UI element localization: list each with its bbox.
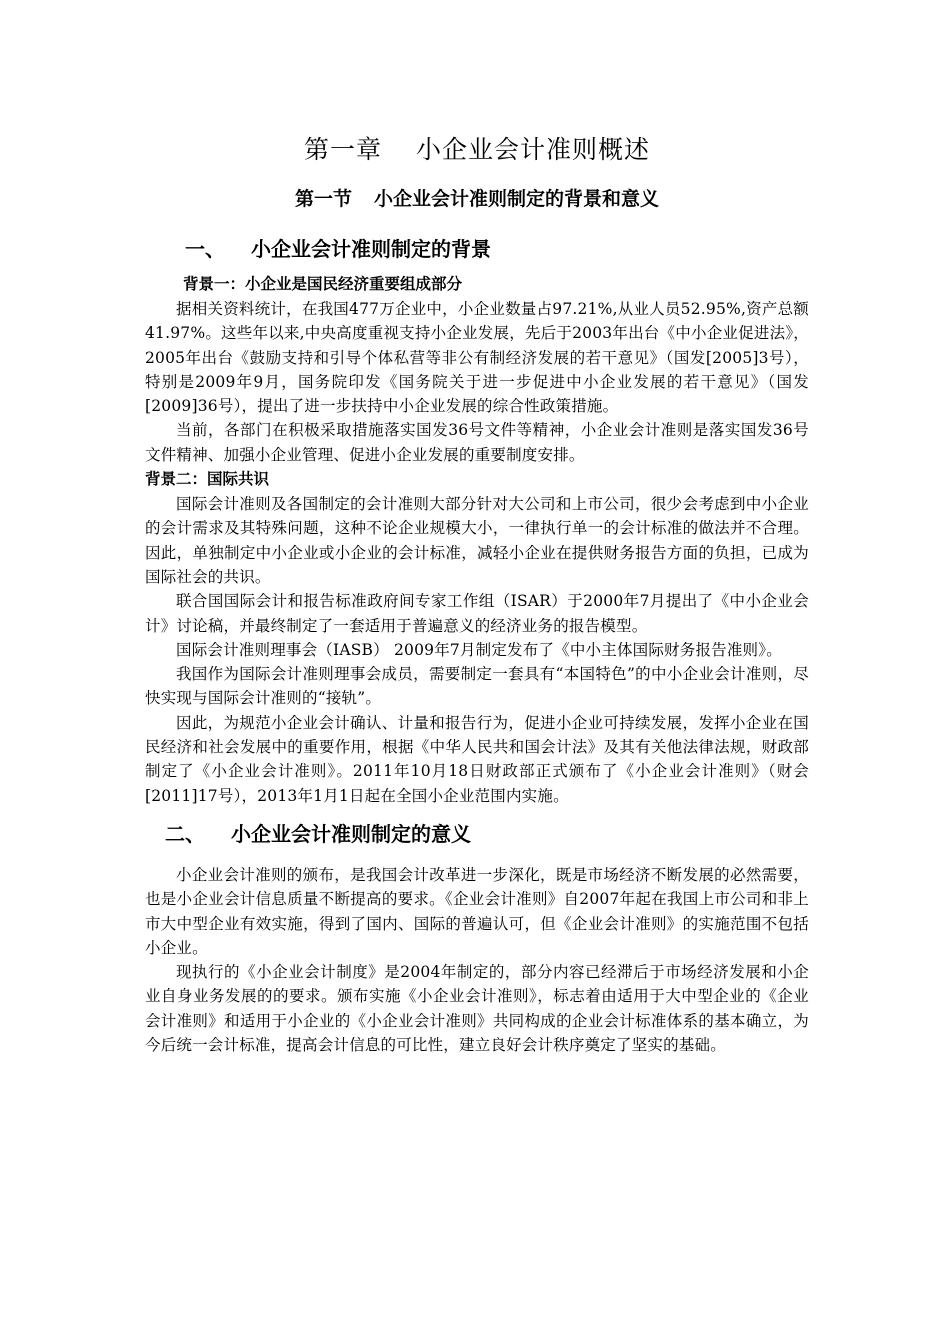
paragraph: 当前，各部门在积极采取措施落实国发36号文件等精神，小企业会计准则是落实国发36号文件精神、加强小企业管理、促进小企业发展的重要制度安排。: [145, 421, 809, 464]
part2-heading: [165, 818, 809, 847]
chapter-number: 第一章: [303, 135, 382, 164]
part1-title: 小企业会计准则制定的背景: [251, 237, 491, 261]
paragraph: 我国作为国际会计准则理事会成员，需要制定一套具有“本国特色”的中小企业会计准则，尽快实现与国际会计准则的“接轨”。: [145, 665, 809, 708]
part1-number: 一、: [185, 237, 225, 261]
paragraph: 因此，为规范小企业会计确认、计量和报告行为，促进小企业可持续发展，发挥小企业在国民经济和社会发展中的重要作用，根据《中华人民共和国会计法》及其有关他法律法规，财政部制定了《小企业会计准则》。2011年10月18日财政部正式颁布了《小企业会计准则》（财会[2011]17号），2013年1月1日起在全国小企业范围内实施。: [145, 713, 809, 805]
paragraph: 现执行的《小企业会计制度》是2004年制定的，部分内容已经滞后于市场经济发展和小企业自身业务发展的的要求。颁布实施《小企业会计准则》，标志着由适用于大中型企业的《企业会计准则》和适用于小企业的《小企业会计准则》共同构成的企业会计标准体系的基本确立，为今后统一会计标准，提高会计信息的可比性，建立良好会计秩序奠定了坚实的基础。: [145, 963, 809, 1055]
paragraph: 联合国国际会计和报告标准政府间专家工作组（ISAR）于2000年7月提出了《中小企业会计》讨论稿，并最终制定了一套适用于普遍意义的经济业务的报告模型。: [145, 592, 809, 635]
chapter-title: [145, 130, 809, 166]
paragraph: 据相关资料统计，在我国477万企业中，小企业数量占97.21%,从业人员52.95%,资产总额41.97%。这些年以来,中央高度重视支持小企业发展，先后于2003年出台《中小企业促进法》，2005年出台《鼓励支持和引导个体私营等非公有制经济发展的若干意见》（国发[2005]3号），特别是2009年9月，国务院印发《国务院关于进一步促进中小企业发展的若干意见》（国发[2009]36号），提出了进一步扶持中小企业发展的综合性政策措施。: [145, 300, 809, 416]
part2-number: 二、: [165, 821, 205, 846]
section-title: [145, 184, 809, 211]
background2-heading: 背景二：国际共识: [145, 470, 270, 489]
part1-heading: [185, 233, 809, 262]
section-number: 第一节: [294, 188, 352, 210]
section-name: 小企业会计准则制定的背景和意义: [374, 188, 660, 210]
paragraph: 小企业会计准则的颁布，是我国会计改革进一步深化，既是市场经济不断发展的必然需要，也是小企业会计信息质量不断提高的要求。《企业会计准则》自2007年起在我国上市公司和非上市大中型企业有效实施，得到了国内、国际的普遍认可，但《企业会计准则》的实施范围不包括小企业。: [145, 865, 809, 957]
chapter-name: 小企业会计准则概述: [416, 135, 651, 164]
document-content: [145, 130, 809, 1057]
paragraph: 国际会计准则理事会（IASB） 2009年7月制定发布了《中小主体国际财务报告准则》。: [176, 640, 782, 659]
part2-title: 小企业会计准则制定的意义: [231, 821, 471, 846]
paragraph: 国际会计准则及各国制定的会计准则大部分针对大公司和上市公司，很少会考虑到中小企业的会计需求及其特殊问题，这种不论企业规模大小，一律执行单一的会计标准的做法并不合理。因此，单独制定中小企业或小企业的会计标准，减轻小企业在提供财务报告方面的负担，已成为国际社会的共识。: [145, 495, 809, 586]
background1-heading: 背景一：小企业是国民经济重要组成部分: [183, 275, 463, 293]
